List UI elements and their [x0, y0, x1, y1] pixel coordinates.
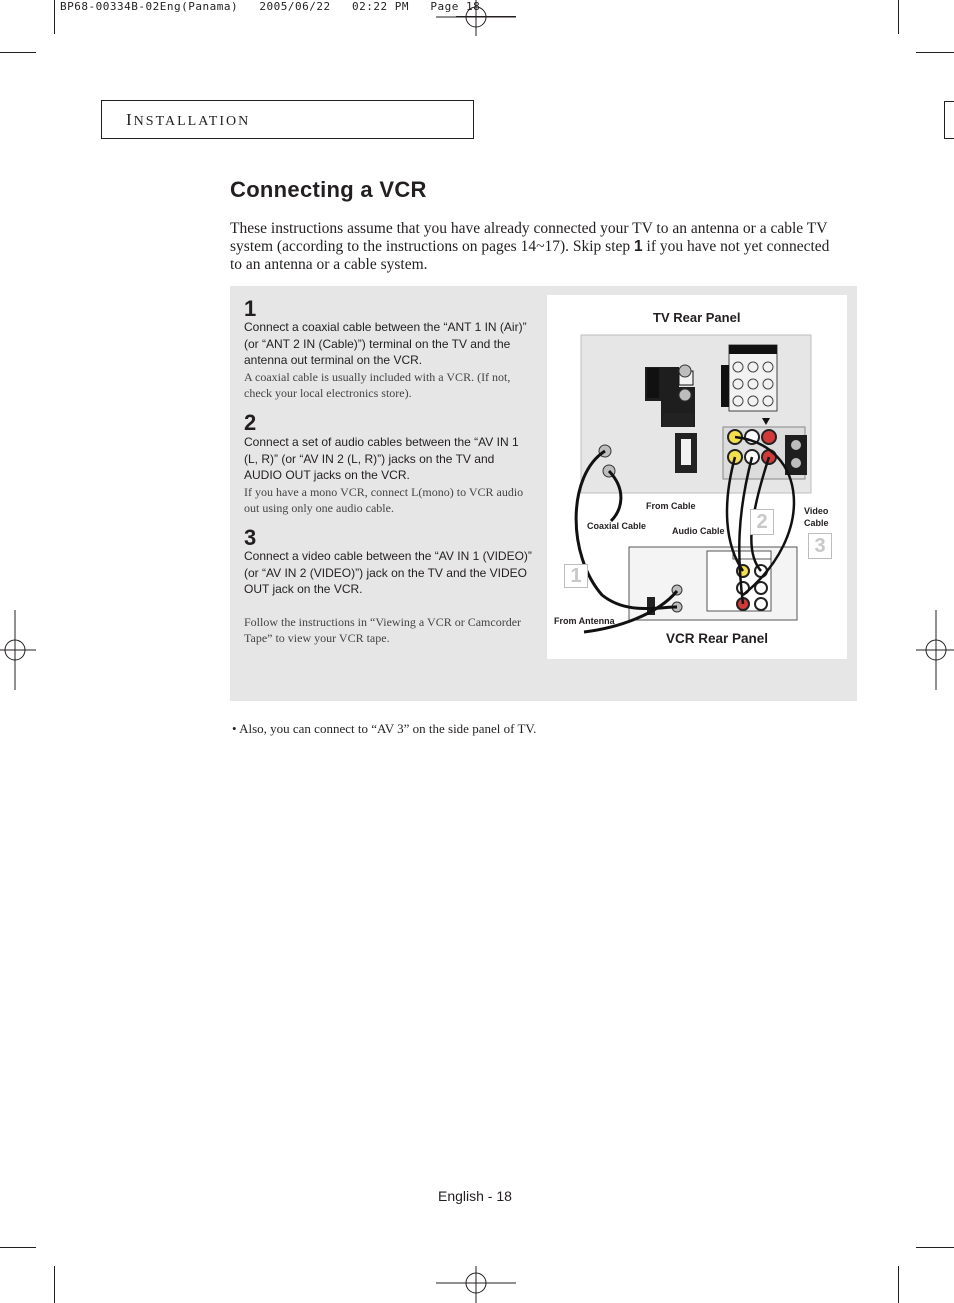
step-text: Connect a coaxial cable between the “ANT 1 IN (Air)” (or “ANT 2 IN (Cable)”) terminal on the TV and the antenna out terminal on the VCR.	[244, 320, 527, 367]
video-cable-label: Video Cable	[804, 506, 829, 528]
from-antenna-label: From Antenna	[554, 616, 615, 626]
registration-mark-bottom	[436, 1266, 516, 1303]
step-badge-1: 1	[564, 564, 588, 588]
tv-rear-panel-label: TV Rear Panel	[653, 310, 741, 325]
step-number: 3	[244, 525, 257, 550]
intro-paragraph: These instructions assume that you have already connected your TV to an antenna or a cable TV system (according to the instructions on pages 14~17). Skip step 1 if you have not yet connected to an antenna or a cable system.	[230, 220, 830, 273]
note-bullet: • Also, you can connect to “AV 3” on the side panel of TV.	[232, 721, 537, 736]
page-title: Connecting a VCR	[230, 177, 427, 202]
step-text: Connect a video cable between the “AV IN 1 (VIDEO)” (or “AV IN 2 (VIDEO)”) jack on the TV and the VIDEO OUT jack on the VCR.	[244, 549, 532, 596]
page-edge-tab	[944, 101, 954, 139]
crop-mark	[54, 0, 55, 34]
connection-diagram-art	[547, 295, 847, 659]
section-label: INSTALLATION	[126, 110, 251, 129]
crop-mark	[898, 1266, 899, 1303]
step-note: A coaxial cable is usually included with a VCR. (If not, check your local electronics store).	[244, 370, 511, 400]
step-number: 1	[244, 296, 257, 321]
audio-cable-label: Audio Cable	[672, 526, 725, 536]
crop-mark	[916, 52, 954, 53]
step-note: If you have a mono VCR, connect L(mono) to VCR audio out using only one audio cable.	[244, 485, 524, 515]
page-number: English - 18	[438, 1188, 512, 1204]
coaxial-cable-label: Coaxial Cable	[587, 521, 647, 531]
vcr-rear-panel-label: VCR Rear Panel	[666, 631, 769, 646]
crop-mark	[916, 1247, 954, 1248]
step-badge-3: 3	[808, 533, 832, 559]
step-badge-2: 2	[750, 509, 774, 535]
registration-mark-right	[916, 610, 954, 690]
step-text: Connect a set of audio cables between the “AV IN 1 (L, R)” (or “AV IN 2 (L, R)”) jacks on the TV and AUDIO OUT jacks on the VCR.	[244, 435, 519, 482]
header-underline	[456, 16, 516, 17]
from-cable-label: From Cable	[646, 501, 696, 511]
crop-mark	[0, 1247, 36, 1248]
crop-mark	[54, 1266, 55, 1303]
crop-mark	[898, 0, 899, 34]
print-header: BP68-00334B-02Eng(Panama) 2005/06/22 02:22 PM Page 18	[60, 0, 481, 13]
step-number: 2	[244, 410, 257, 435]
registration-mark-left	[0, 610, 36, 690]
step-note: Follow the instructions in “Viewing a VCR or Camcorder Tape” to view your VCR tape.	[244, 615, 522, 645]
crop-mark	[0, 52, 36, 53]
